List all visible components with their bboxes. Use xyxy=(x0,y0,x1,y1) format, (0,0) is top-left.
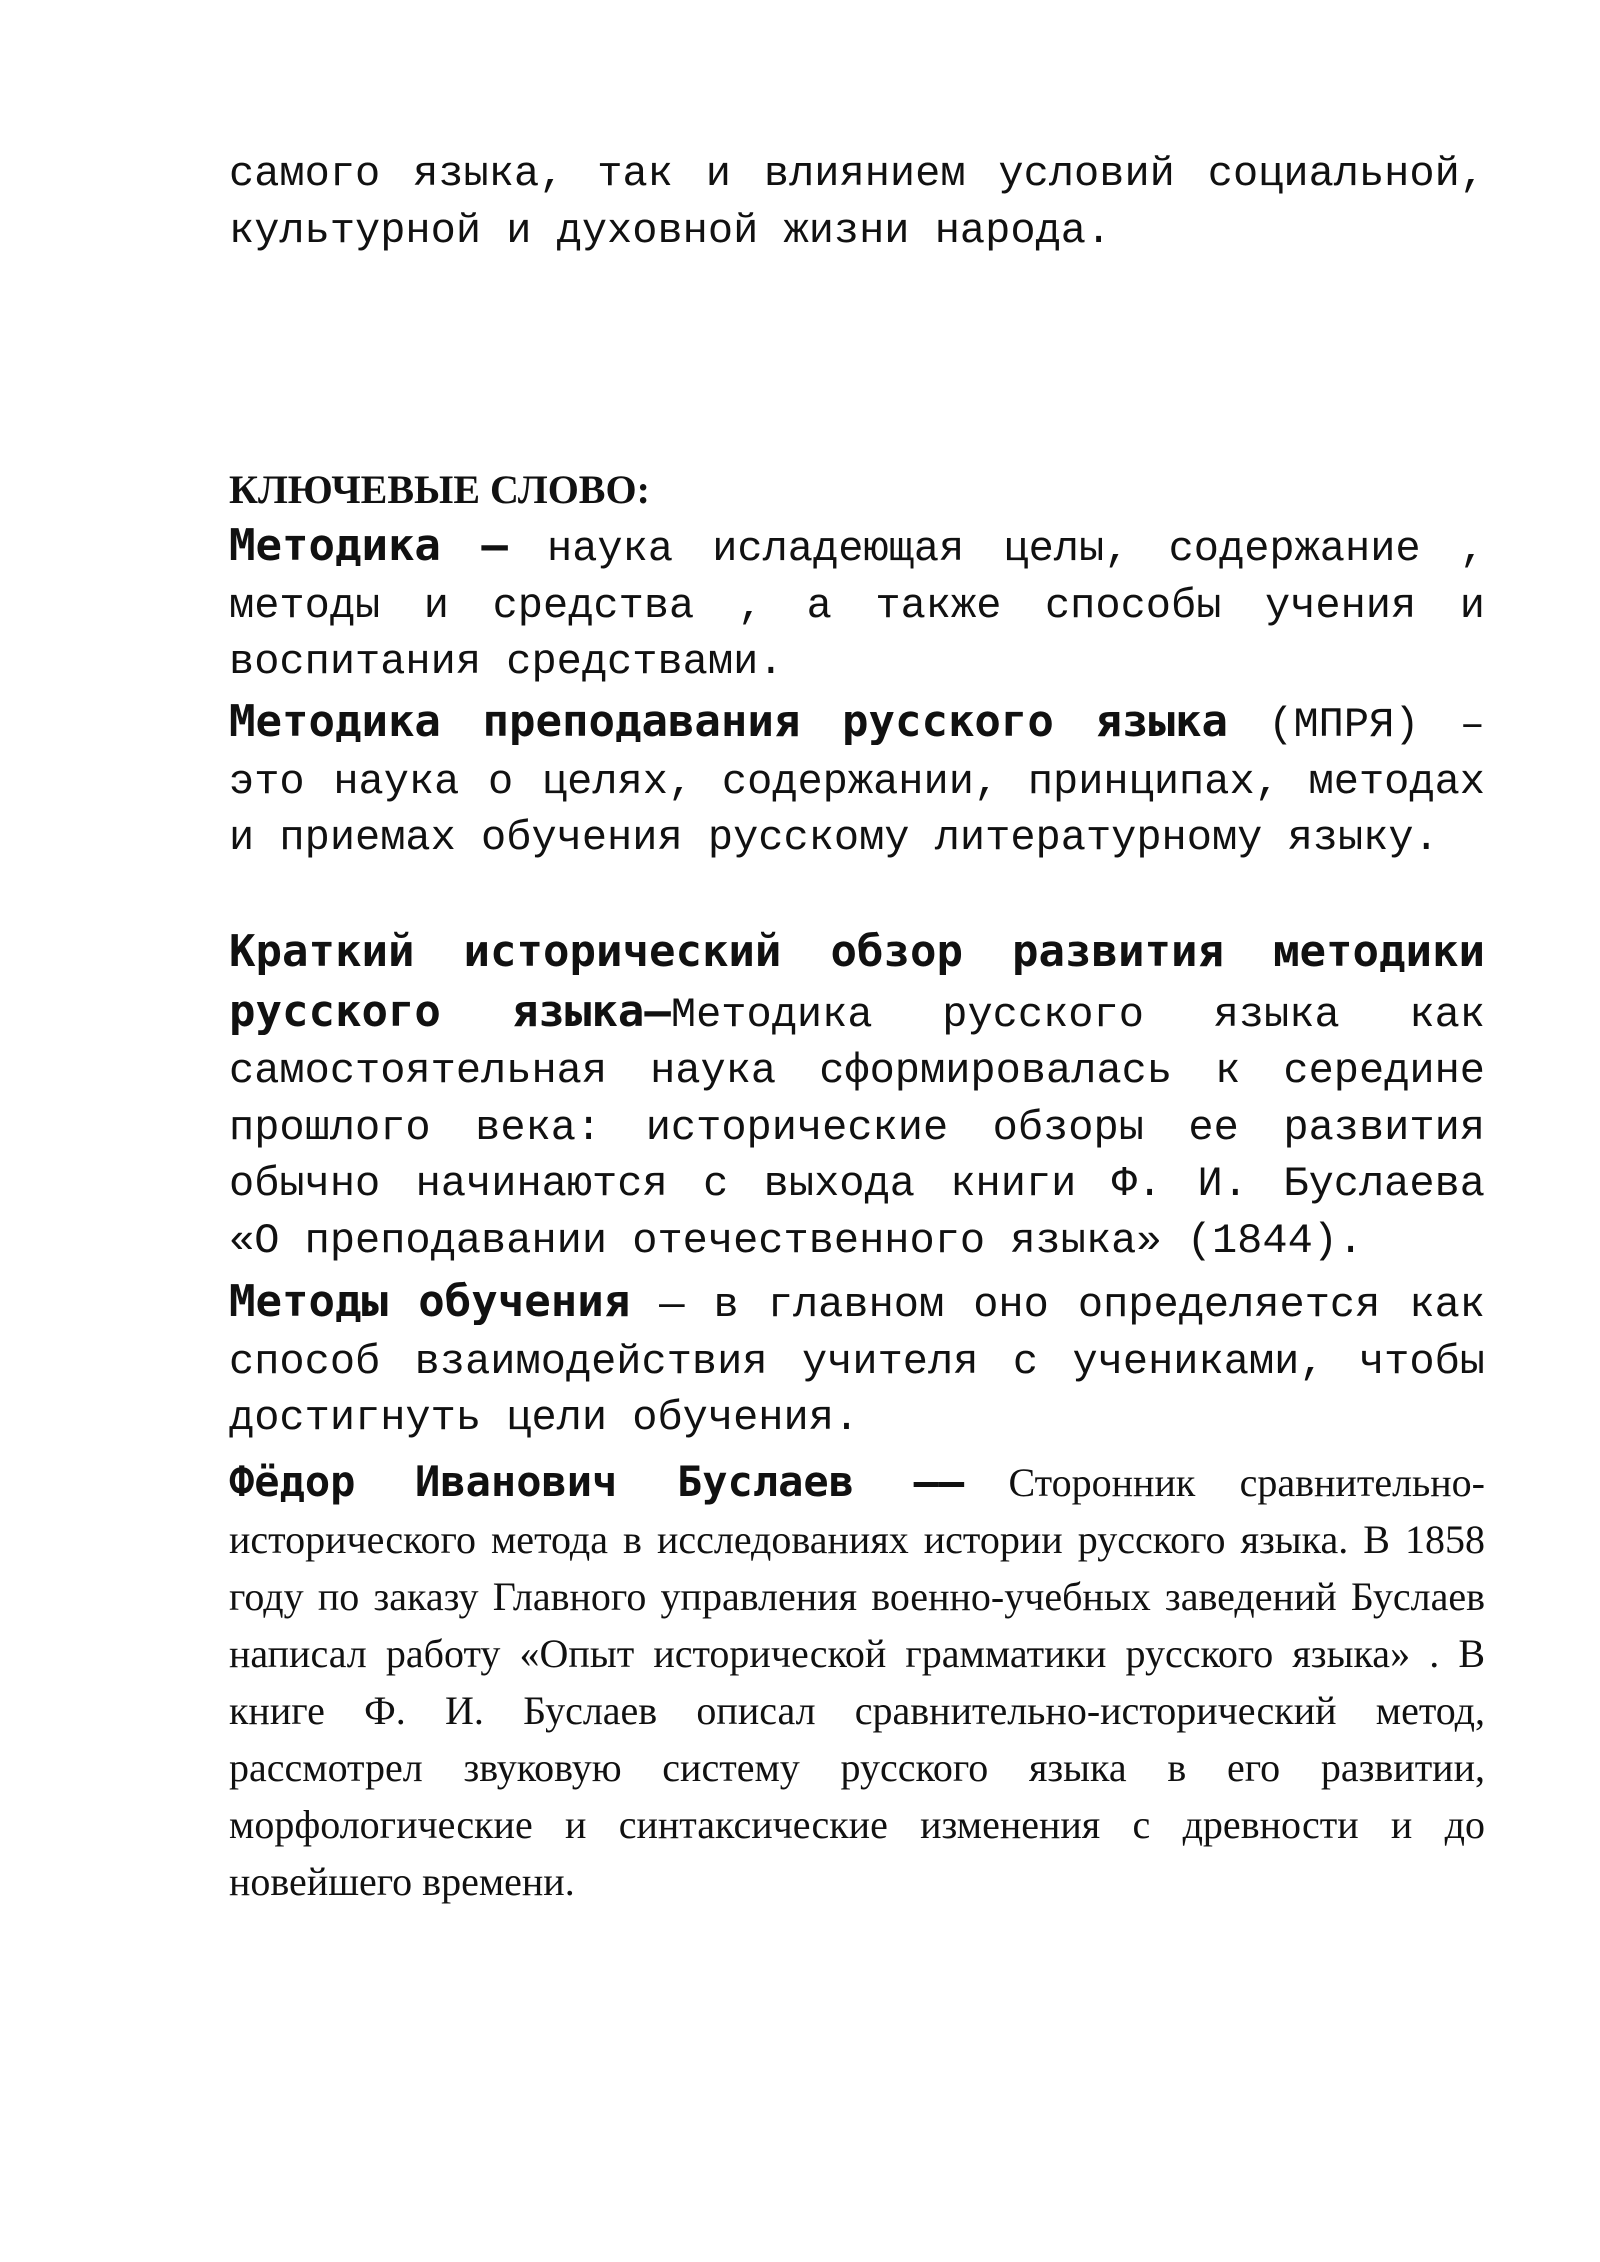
definition-text: (МПРЯ) – это наука о целях, содержании, принципах, методах и приемах обучения русскому литературному языку. xyxy=(229,701,1485,862)
definition-text: — в главном оно определяется как способ взаимодействия учителя с учениками, чтобы достигнуть цели обучения. xyxy=(229,1281,1485,1442)
definition-methodology xyxy=(229,518,1485,691)
definition-history xyxy=(229,924,1485,1269)
definition-text: Сторонник сравнительно-исторического метода в исследованиях истории русского языка. В 1858 году по заказу Главного управления военно-учебных заведений Буслаев написал работу «Опыт исторической грамматики русского языка» . В книге Ф. И. Буслаев описал сравнительно-исторический метод, рассмотрел звуковую систему русского языка в его развитии, морфологические и синтаксические изменения с древности и до новейшего времени. xyxy=(229,1460,1485,1904)
term-teaching-methods: Методы обучения xyxy=(229,1276,631,1327)
definition-mprya xyxy=(229,694,1485,867)
definition-teaching-methods xyxy=(229,1274,1485,1447)
term-methodology: Методика — xyxy=(229,520,508,571)
definition-text: наука исладеющая целы, содержание , методы и средства , а также способы учения и воспитания средствами. xyxy=(229,525,1485,686)
definition-text: Методика русского языка как самостоятельная наука сформировалась к середине прошлого века: исторические обзоры ее развития обычно начинаются с выхода книги Ф. И. Буслаева «О преподавании отечественного языка» (1844). xyxy=(229,990,1485,1265)
term-history: Краткий исторический обзор развития методики русского языка— xyxy=(229,926,1485,1037)
intro-paragraph: самого языка, так и влиянием условий социальной, культурной и духовной жизни народа. xyxy=(229,150,1485,255)
section-heading: КЛЮЧЕВЫЕ СЛОВО: xyxy=(229,467,650,512)
term-buslaev: Фёдор Иванович Буслаев —— xyxy=(229,1457,965,1506)
definition-buslaev xyxy=(229,1453,1485,1910)
term-mprya: Методика преподавания русского языка xyxy=(229,696,1228,747)
